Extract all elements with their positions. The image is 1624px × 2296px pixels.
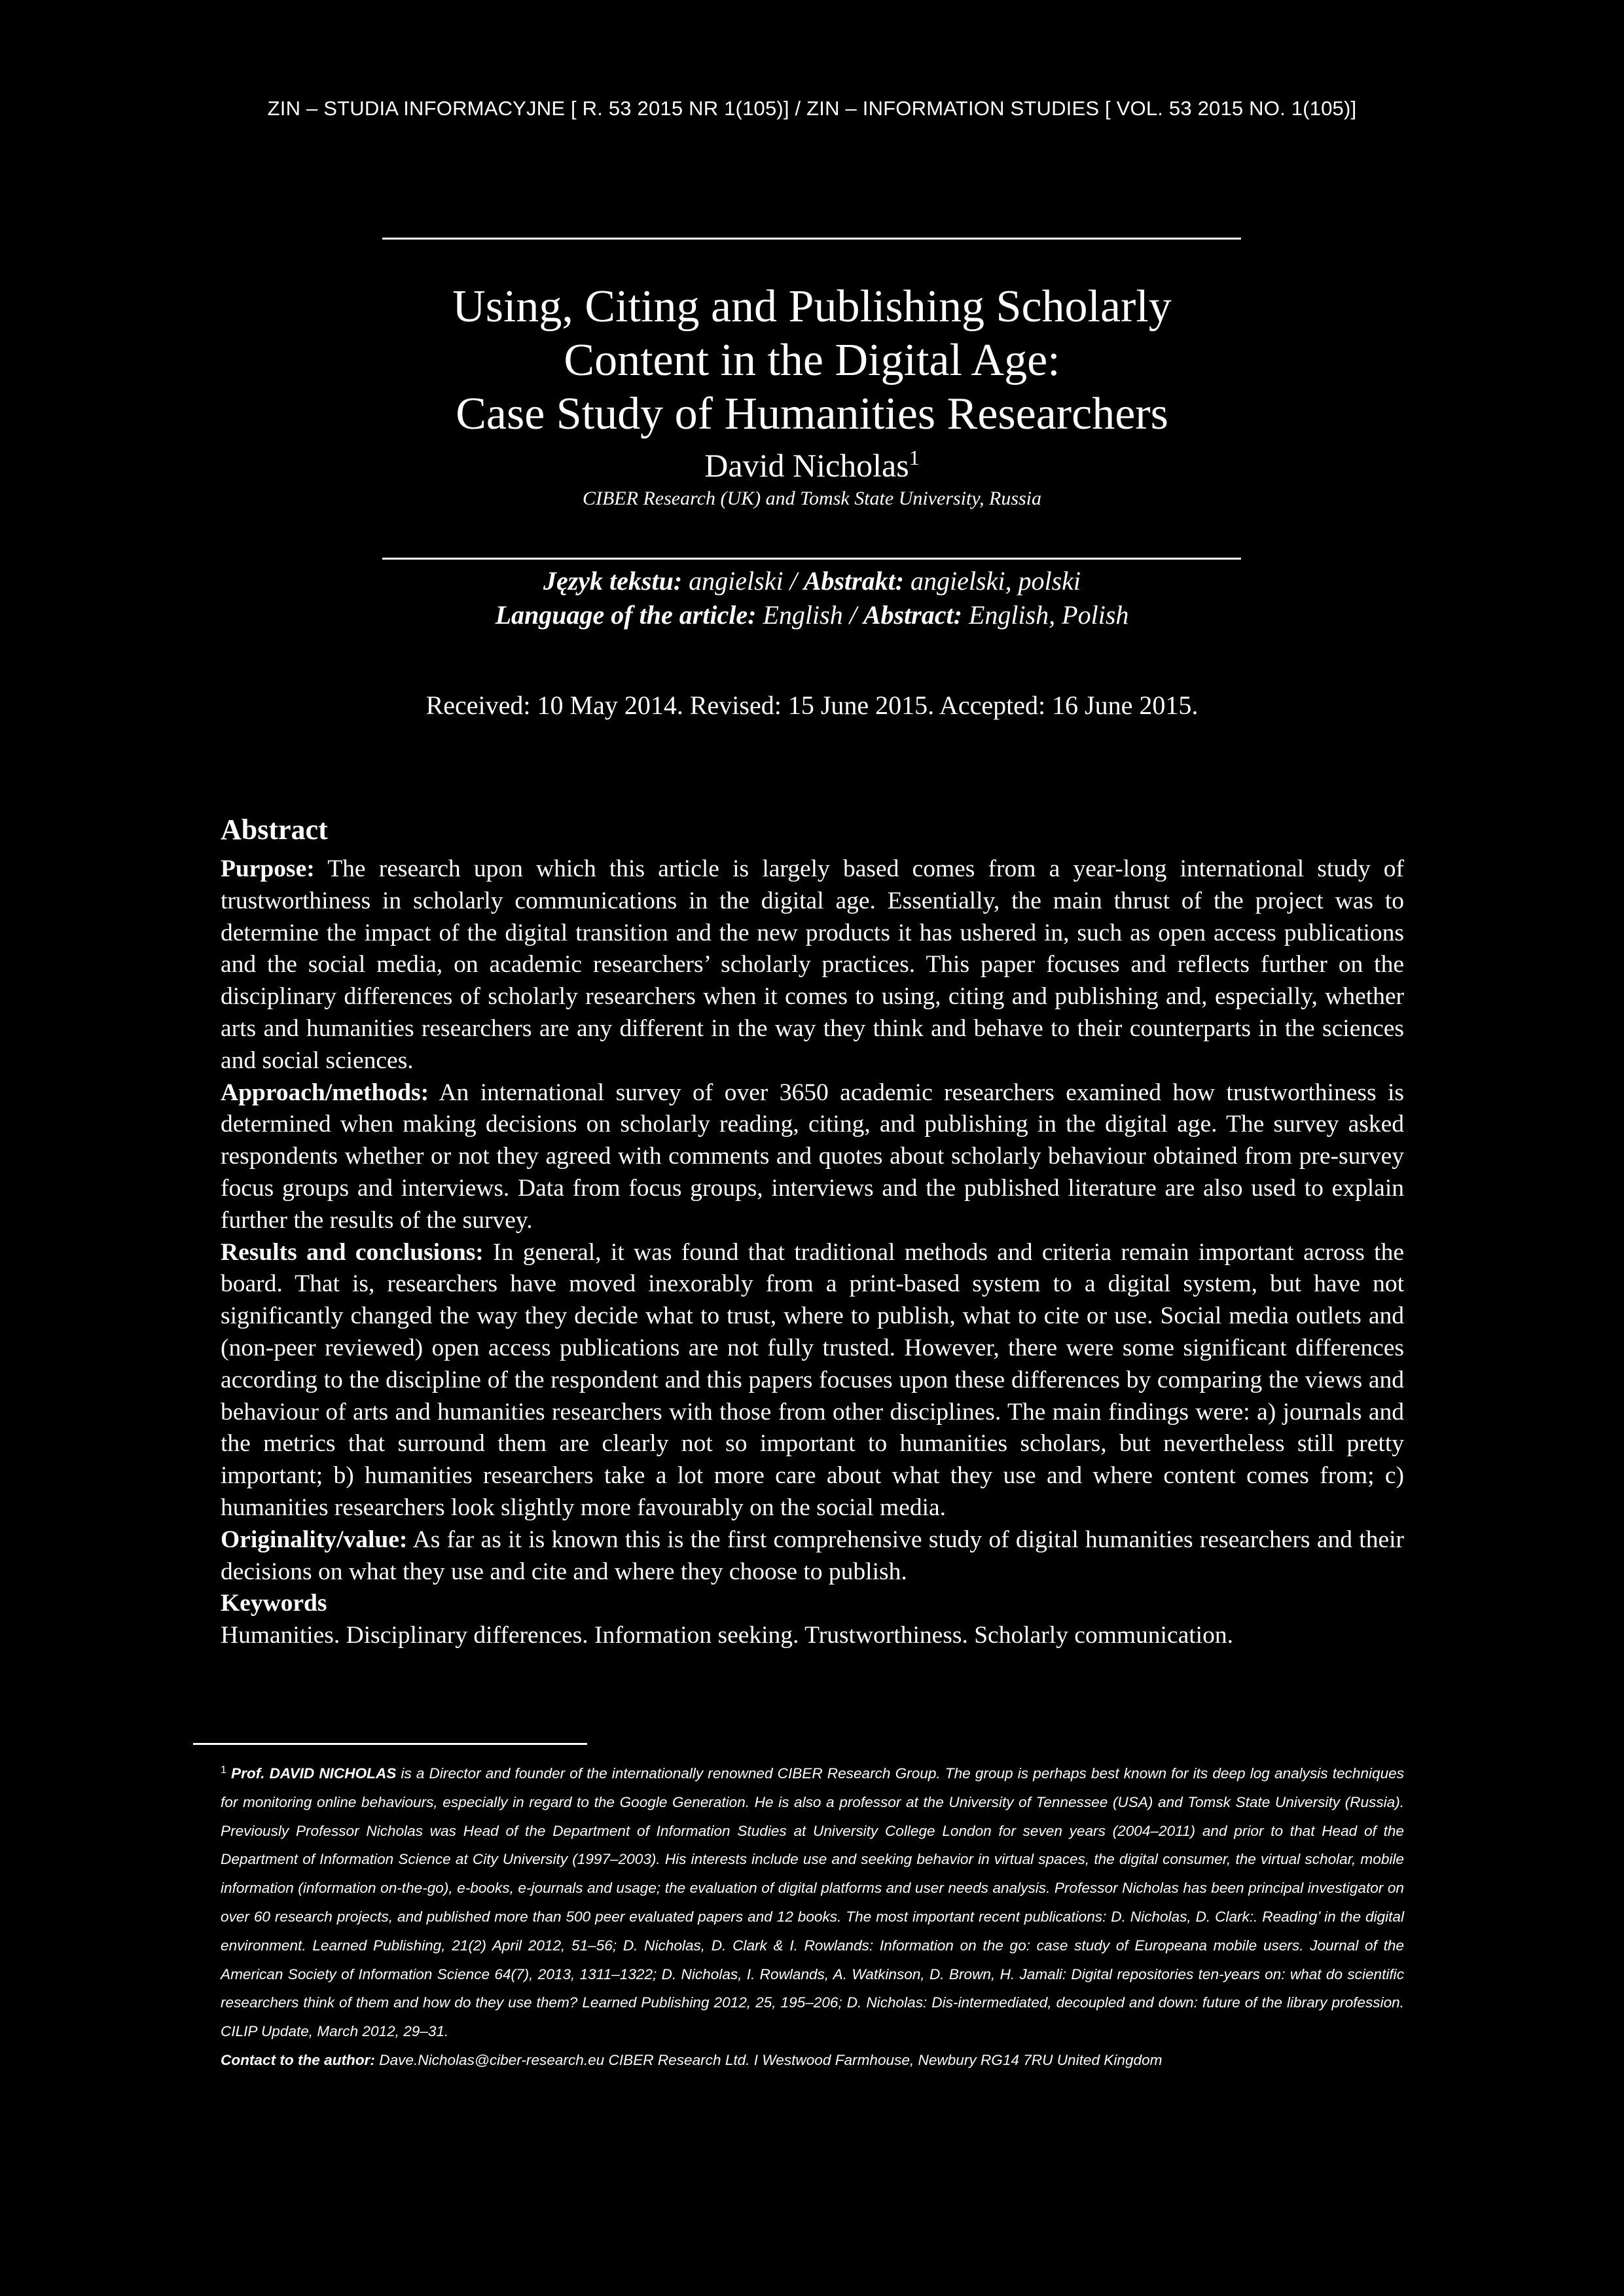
abstract-approach bbox=[221, 1077, 1404, 1237]
approach-label: Approach/methods: bbox=[221, 1079, 429, 1106]
language-line-pl bbox=[0, 564, 1624, 598]
purpose-label: Purpose: bbox=[221, 855, 315, 882]
footnote-author-name: Prof. DAVID NICHOLAS bbox=[231, 1765, 397, 1782]
keywords-text: Humanities. Disciplinary differences. Information seeking. Trustworthiness. Scholarly communication. bbox=[221, 1622, 1233, 1649]
purpose-text: The research upon which this article is largely based comes from a year-long international study of trustworthiness in scholarly communications in the digital age. Essentially, the main thrust of the project was to determine the impact of the digital transition and the new products it has ushered in, such as open access publications and the social media, on academic researchers’ scholarly practices. This paper focuses and reflects further on the disciplinary differences of scholarly researchers when it comes to using, citing and publishing and, especially, whether arts and humanities researchers are any different in the way they think and behave to their counterparts in the sciences and social sciences. bbox=[221, 855, 1404, 1074]
contact-label: Contact to the author: bbox=[221, 2051, 375, 2068]
originality-label: Originality/value: bbox=[221, 1526, 408, 1553]
top-rule bbox=[382, 238, 1241, 240]
contact-text: Dave.Nicholas@ciber-research.eu CIBER Research Ltd. I Westwood Farmhouse, Newbury RG14 7RU United Kingdom bbox=[374, 2051, 1163, 2068]
abstract-en-label: Abstract: bbox=[863, 600, 962, 630]
abstract-section bbox=[221, 812, 1404, 1652]
running-head: ZIN – STUDIA INFORMACYJNE [ R. 53 2015 NR 1(105)] / ZIN – INFORMATION STUDIES [ VOL. 53 2015 NO. 1(105)] bbox=[267, 97, 1357, 120]
language-block bbox=[0, 564, 1624, 632]
abstract-pl-value: angielski, polski bbox=[904, 566, 1081, 596]
abstract-en-value: English, Polish bbox=[962, 600, 1129, 630]
submission-dates: Received: 10 May 2014. Revised: 15 June 2015. Accepted: 16 June 2015. bbox=[425, 691, 1199, 720]
article-title-line-2: Content in the Digital Age: bbox=[564, 335, 1060, 386]
author-line bbox=[0, 445, 1624, 486]
author-contact bbox=[221, 2046, 1404, 2075]
article-title-line-1: Using, Citing and Publishing Scholarly bbox=[452, 281, 1172, 332]
language-en-label: Language of the article: bbox=[495, 600, 757, 630]
results-label: Results and conclusions: bbox=[221, 1238, 484, 1266]
language-pl-label: Język tekstu: bbox=[543, 566, 683, 596]
footnote-text: is a Director and founder of the internationally renowned CIBER Research Group. The group is perhaps best known for its deep log analysis techniques for monitoring online behaviours, especially in regard to the Google Generation. He is also a professor at the University of Tennessee (USA) and Tomsk State University (Russia). Previously Professor Nicholas was Head of the Department of Information Studies at University College London for seven years (2004–2011) and prior to that Head of the Department of Information Science at City University (1997–2003). His interests include use and seeking behavior in virtual spaces, the digital consumer, the virtual scholar, mobile information (information on-the-go), e-books, e-journals and usage; the evaluation of digital platforms and user needs analysis. Professor Nicholas has been principal investigator on over 60 research projects, and published more than 500 peer evaluated papers and 12 books. The most important recent publications: D. Nicholas, D. Clark:. Reading’ in the digital environment. Learned Publishing, 21(2) April 2012, 51–56; D. Nicholas, D. Clark & I. Rowlands: Information on the go: case study of Europeana mobile users. Journal of the American Society of Information Science 64(7), 2013, 1311–1322; D. Nicholas, I. Rowlands, A. Watkinson, D. Brown, H. Jamali: Digital repositories ten-years on: what do scientific researchers think of them and how do they use them? Learned Publishing 2012, 25, 195–206; D. Nicholas: Dis-intermediated, decoupled and down: future of the library profession. CILIP Update, March 2012, 29–31. bbox=[221, 1765, 1404, 2040]
keywords-heading: Keywords bbox=[221, 1590, 327, 1617]
abstract-pl-label: Abstrakt: bbox=[803, 566, 905, 596]
language-line-en bbox=[0, 598, 1624, 632]
author-footnote bbox=[221, 1759, 1404, 2046]
abstract-originality bbox=[221, 1524, 1404, 1588]
language-en-value: English / bbox=[756, 600, 863, 630]
abstract-purpose bbox=[221, 853, 1404, 1077]
abstract-heading: Abstract bbox=[221, 814, 328, 846]
author-affiliation: CIBER Research (UK) and Tomsk State University, Russia bbox=[582, 488, 1042, 509]
originality-text: As far as it is known this is the first comprehensive study of digital humanities researchers and their decisions on what they use and cite and where they choose to publish. bbox=[221, 1526, 1404, 1585]
article-title-line-3: Case Study of Humanities Researchers bbox=[456, 389, 1168, 439]
footnote-rule bbox=[193, 1743, 587, 1745]
author-footnote-mark: 1 bbox=[909, 446, 920, 469]
footnote-section bbox=[221, 1759, 1404, 2075]
results-text: In general, it was found that traditional methods and criteria remain important across the board. That is, researchers have moved inexorably from a print-based system to a digital system, but have not significantly changed the way they decide what to trust, where to publish, what to cite or use. Social media outlets and (non-peer reviewed) open access publications are not fully trusted. However, there were some significant differences according to the discipline of the respondent and this papers focuses upon these differences by comparing the views and behaviour of arts and humanities researchers with those from other disciplines. The main findings were: a) journals and the metrics that surround them are clearly not so important to humanities scholars, but nevertheless still pretty important; b) humanities researchers take a lot more care about what they use and where content comes from; c) humanities researchers look slightly more favourably on the social media. bbox=[221, 1238, 1404, 1521]
language-pl-value: angielski / bbox=[682, 566, 804, 596]
middle-rule bbox=[382, 558, 1241, 560]
abstract-results bbox=[221, 1237, 1404, 1524]
approach-text: An international survey of over 3650 academic researchers examined how trustworthiness is determined when making decisions on scholarly reading, citing, and publishing in the digital age. The survey asked respondents whether or not they agreed with comments and quotes about scholarly behaviour obtained from pre-survey focus groups and interviews. Data from focus groups, interviews and the published literature are also used to explain further the results of the survey. bbox=[221, 1079, 1404, 1234]
author-name: David Nicholas bbox=[704, 447, 909, 484]
footnote-mark: 1 bbox=[221, 1765, 226, 1776]
title-block bbox=[0, 280, 1624, 512]
